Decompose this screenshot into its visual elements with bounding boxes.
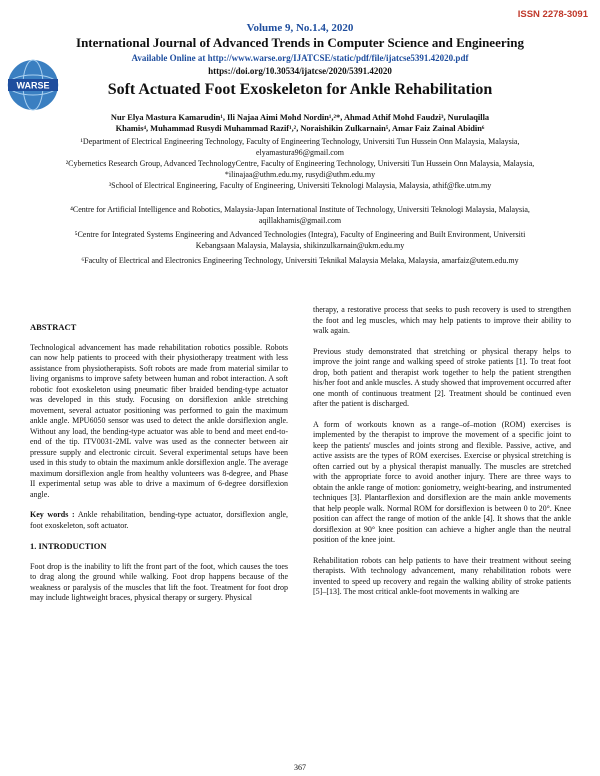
right-column [313,305,571,608]
left-column [30,322,288,614]
paper-title: Soft Actuated Foot Exoskeleton for Ankle Rehabilitation [107,81,493,98]
abstract-text: Technological advancement has made rehabilitation robotics possible. Robots can now help patients to proceed with their physiotherapy treatment with less assistance from physiotherapists. Soft robots are made from material similar to living organisms to improve safety between human and robot interaction. A soft robotic foot exoskeleton using pneumatic fiber braided bending-type actuator was developed in this study. Focusing on dorsiflexion ankle stretching movement, several actuator positioning was performed to gain the maximum ankle angle. MPU6050 sensor was used to detect the ankle dorsiflexion angle. Without any load, the bending-type actuator was able to bend and meet end-to-end of the tip. ITV0031-2ML valve was used as the connecter between air pressure supply and electronic circuit. Several experimental setups have been used in this study to obtain the maximum ankle dorsiflexion angle. The average maximum dorsiflexion angle from healthy volunteers was 8-degree, and Phase II experimental setup was able to drive a maximum of 6-degree dorsiflexion angle. [30,342,288,499]
journal-volume: Volume 9, No.1.4, 2020 [246,22,354,34]
abstract-heading: ABSTRACT [30,322,77,332]
body-paragraph: therapy, a restorative process that seeks to push recovery is used to strengthen the foot and leg muscles, which may help patients to improve their ability to walk again. [313,305,571,335]
keywords-text: Ankle rehabilitation, bending-type actuator, dorsiflexion angle, foot exoskeleton, soft actuator. [30,510,289,530]
page-number: 367 [294,763,306,772]
online-url-link[interactable]: Available Online at http://www.warse.org/IJATCSE/static/pdf/file/ijatcse5391.42020.pdf [131,53,469,63]
affiliation-1: ¹Department of Electrical Engineering Technology, Faculty of Engineering Technology, Universiti Tun Hussein Onn Malaysia, Malaysia, elyamastura96@gmail.com [80,137,520,157]
body-paragraph: Previous study demonstrated that stretching or physical therapy helps to improve the joint range and walking speed of stroke patients [1]. To treat foot drop, both patient and therapist work together to help the patient strengthen his/her foot and ankle muscles. A study showed that improvement occurred after one month of continuous treatment [2]. Treatment should be continued even after the patient is discharged. [313,346,571,408]
affiliation-2: ²Cybernetics Research Group, Advanced TechnologyCentre, Faculty of Engineering Technology, Universiti Tun Hussein Onn Malaysia, Malaysia, *ilinajaa@uthm.edu.my, rusydi@uthm.edu.my [65,159,535,179]
intro-paragraph: Foot drop is the inability to lift the front part of the foot, which causes the toes to drag along the ground while walking. Foot drop happens because of the weakness or paralysis of the muscles that lift the foot. Treatment for foot drop may include lightweight braces, physical therapy or surgery. Physical [30,561,288,602]
author-line: Khamis⁴, Muhammad Rusydi Muhammad Razif¹,², Noraishikin Zulkarnain⁵, Amar Faiz Zainal Abidin⁶ [115,124,485,133]
issn-label: ISSN 2278-3091 [517,9,588,20]
keywords-label: Key words : [30,510,75,519]
author-line: Nur Elya Mastura Kamarudin¹, Ili Najaa Aimi Mohd Nordin¹,²*, Ahmad Athif Mohd Faudzi³, Nurulaqilla [110,113,490,122]
journal-name: International Journal of Advanced Trends in Computer Science and Engineering [76,35,524,50]
author-list [50,112,550,134]
body-paragraph: Rehabilitation robots can help patients to have their treatment without seeing therapists. With technology advancement, many rehabilitation robots were invented to speed up recovery and regain the walking ability of stroke patients [5]–[13]. The most critical ankle-foot movements in walking are [313,555,571,596]
intro-heading: 1. INTRODUCTION [30,541,107,551]
doi-link[interactable]: https://doi.org/10.30534/ijatcse/2020/5391.42020 [208,66,392,76]
body-paragraph: A form of workouts known as a range–of–motion (ROM) exercises is implemented by the therapist to improve the movement of a specific joint to keep the patients' muscles and joints strong and flexible. Passive, active, and active assists are the types of ROM exercises. Exercise or physical stretching is often carried out by a physical therapist manually. The muscles are stretched with the appropriate force to avoid another injury. There are three ways to obtain the ankle range of motion: goniometry, weight-bearing, and instrumented techniques [3]. Plantarflexion and dorsiflexion are the main ankle movements that help people walk. Normal ROM for dorsiflexion is between 0 to 20°. Knee position can affect the range of motion of the ankle [4]. It shows that the ankle dorsiflexion at 90° knee position can achieve a higher angle than the neutral position of the knee joint. [313,419,571,544]
affiliation-4: ⁴Centre for Artificial Intelligence and Robotics, Malaysia-Japan International Institute of Technology, Universiti Teknologi Malaysia, Malaysia, aqillakhamis@gmail.com [70,205,530,225]
affiliation-5: ⁵Centre for Integrated Systems Engineering and Advanced Technologies (Integra), Faculty of Engineering and Built Environment, Universiti Kebangsaan Malaysia, Malaysia, shikinzulkarnain@ukm.edu.my [74,230,526,250]
affiliation-3: ³School of Electrical Engineering, Faculty of Engineering, Universiti Teknologi Malaysia, Malaysia, athif@fke.utm.my [108,181,492,190]
svg-text:WARSE: WARSE [16,80,50,91]
affiliation-6: ⁶Faculty of Electrical and Electronics Engineering Technology, Universiti Teknikal Malaysia Melaka, Malaysia, amarfaiz@utem.edu.my [81,256,519,265]
keywords [30,510,288,531]
